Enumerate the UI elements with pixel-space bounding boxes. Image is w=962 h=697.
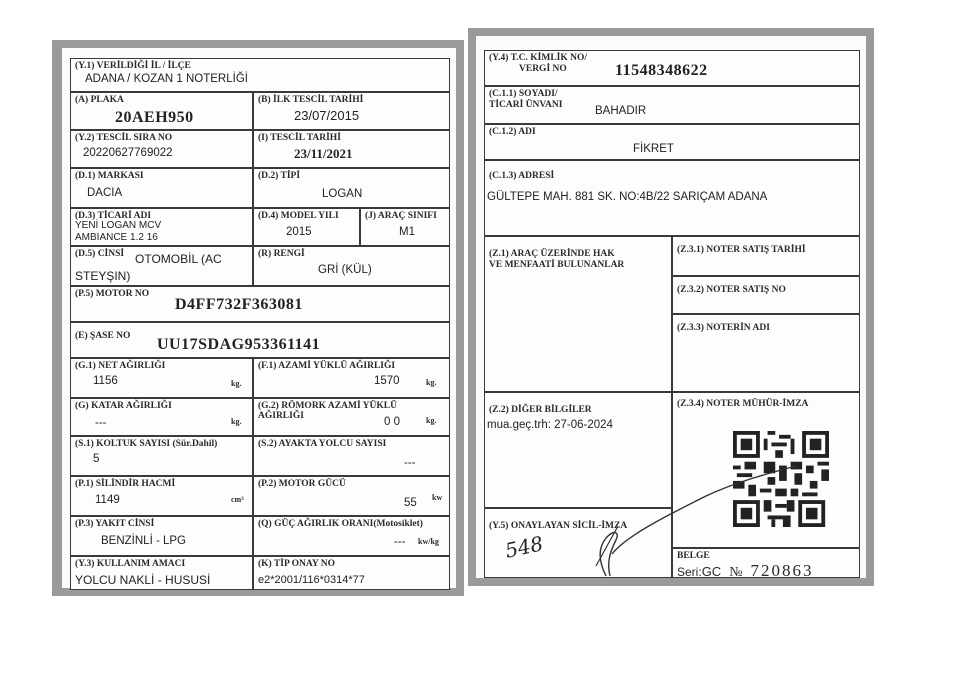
field-motor-no	[70, 286, 450, 322]
field-adi-label: (C.1.2) ADI	[489, 127, 536, 137]
field-ilk-tescil	[253, 92, 450, 130]
field-hak-menfaat	[484, 236, 672, 392]
field-noter-satis-no-label: (Z.3.2) NOTER SATIŞ NO	[677, 285, 786, 295]
field-plaka	[70, 92, 253, 130]
belge-number: 720863	[750, 561, 814, 578]
field-motor-no-label: (P.5) MOTOR NO	[75, 289, 150, 299]
field-katar-agirligi-unit: kg.	[231, 417, 242, 426]
field-model-yili-label: (D.4) MODEL YILI	[258, 211, 339, 221]
field-ayakta-yolcu-label: (S.2) AYAKTA YOLCU SAYISI	[258, 439, 387, 449]
field-katar-agirligi-value: ---	[95, 417, 107, 429]
field-romork-agirligi-value: 0 0	[384, 416, 400, 428]
field-sase-no-value: UU17SDAG953361141	[157, 336, 321, 353]
field-belge-label: BELGE	[677, 551, 710, 561]
field-diger-bilgiler-label: (Z.2) DİĞER BİLGİLER	[489, 405, 592, 415]
field-noterin-adi	[672, 314, 860, 392]
field-guc-agirlik-label: (Q) GÜÇ AĞIRLIK ORANI(Motosiklet)	[258, 519, 423, 529]
field-kimlik-no-value: 11548348622	[615, 62, 708, 79]
field-model-yili	[253, 208, 360, 246]
field-motor-gucu	[253, 476, 450, 516]
field-tescil-sira-label: (Y.2) TESCİL SIRA NO	[75, 133, 173, 143]
field-guc-agirlik-value: ---	[394, 536, 406, 548]
field-ticari-adi-value-1: YENİ LOGAN MCV	[75, 220, 162, 231]
field-adresi-value: GÜLTEPE MAH. 881 SK. NO:4B/22 SARIÇAM ADANA	[487, 191, 768, 203]
field-net-agirlik-value: 1156	[93, 375, 118, 387]
field-cinsi-value-1: OTOMOBİL (AC	[135, 252, 222, 266]
field-adresi-label: (C.1.3) ADRESİ	[489, 171, 555, 181]
field-hak-menfaat-label-2: VE MENFAATİ BULUNANLAR	[489, 260, 625, 270]
field-markasi-label: (D.1) MARKASI	[75, 171, 144, 181]
field-tipi-label: (D.2) TİPİ	[258, 171, 301, 181]
field-net-agirlik-unit: kg.	[231, 379, 242, 388]
field-noter-satis-tarihi	[672, 236, 860, 276]
field-ilk-tescil-label: (B) İLK TESCİL TARİHİ	[258, 95, 364, 105]
field-tescil-tarihi	[253, 130, 450, 168]
field-adresi	[484, 160, 860, 236]
field-model-yili-value: 2015	[286, 226, 312, 238]
field-rengi	[253, 246, 450, 286]
field-markasi-value: DACIA	[87, 187, 123, 199]
field-katar-agirligi-label: (G) KATAR AĞIRLIĞI	[75, 401, 172, 411]
field-motor-no-value: D4FF732F363081	[175, 296, 303, 313]
field-koltuk-sayisi	[70, 436, 253, 476]
field-tescil-tarihi-value: 23/11/2021	[294, 146, 353, 161]
field-net-agirlik-label: (G.1) NET AĞIRLIĞI	[75, 361, 166, 371]
field-diger-bilgiler-value: mua.geç.trh: 27-06-2024	[487, 419, 613, 431]
field-rengi-label: (R) RENGİ	[258, 249, 305, 259]
left-sheet	[62, 48, 456, 588]
field-noterin-adi-label: (Z.3.3) NOTERİN ADI	[677, 323, 770, 333]
field-y1	[70, 58, 450, 92]
field-azami-yuklu-label: (F.1) AZAMİ YÜKLÜ AĞIRLIĞI	[258, 361, 396, 371]
field-silindir-hacmi	[70, 476, 253, 516]
field-arac-sinifi	[360, 208, 450, 246]
field-silindir-hacmi-label: (P.1) SİLİNDİR HACMİ	[75, 479, 176, 489]
field-net-agirlik	[70, 358, 253, 398]
field-romork-agirligi-unit: kg.	[426, 416, 437, 425]
field-noter-muhur-label: (Z.3.4) NOTER MÜHÜR-İMZA	[677, 399, 809, 409]
right-page	[468, 28, 874, 586]
belge-seri-label: Seri:	[677, 565, 702, 578]
field-soyadi-label-2: TİCARİ ÜNVANI	[489, 100, 563, 110]
field-rengi-value: GRİ (KÜL)	[318, 264, 372, 276]
field-soyadi	[484, 86, 860, 124]
field-plaka-label: (A) PLAKA	[75, 95, 124, 105]
field-azami-yuklu-unit: kg.	[426, 378, 437, 387]
field-romork-agirligi-label-1: (G.2) RÖMORK AZAMİ YÜKLÜ	[258, 401, 397, 411]
belge-no-symbol: №	[729, 565, 743, 578]
field-koltuk-sayisi-label: (S.1) KOLTUK SAYISI (Sür.Dahil)	[75, 439, 218, 449]
field-romork-agirligi	[253, 398, 450, 436]
field-romork-agirligi-label-2: AĞIRLIĞI	[258, 411, 304, 421]
field-yakit-cinsi-value: BENZİNLİ - LPG	[101, 535, 186, 547]
field-cinsi-value-2: STEYŞIN)	[75, 269, 131, 283]
field-motor-gucu-value: 55	[404, 497, 417, 509]
field-guc-agirlik-unit: kw/kg	[418, 537, 439, 546]
field-tescil-sira-value: 20220627769022	[83, 147, 173, 159]
field-sase-no-label: (E) ŞASE NO	[75, 331, 131, 341]
field-ayakta-yolcu-value: ---	[404, 457, 416, 469]
field-sase-no	[70, 322, 450, 358]
field-ticari-adi	[70, 208, 253, 246]
field-ayakta-yolcu	[253, 436, 450, 476]
field-tipi-value: LOGAN	[322, 188, 363, 200]
field-kullanim-amaci-value: YOLCU NAKLİ - HUSUSİ	[75, 573, 211, 587]
field-y1-label: (Y.1) VERİLDİĞİ İL / İLÇE	[75, 61, 191, 71]
field-silindir-hacmi-unit: cm³	[231, 495, 244, 504]
right-sheet	[476, 36, 866, 578]
field-guc-agirlik	[253, 516, 450, 556]
field-motor-gucu-label: (P.2) MOTOR GÜCÜ	[258, 479, 346, 489]
field-soyadi-value: BAHADIR	[595, 105, 647, 117]
field-cinsi	[70, 246, 253, 286]
signature-icon	[556, 436, 806, 586]
left-page	[52, 40, 464, 596]
field-arac-sinifi-value: M1	[399, 226, 415, 238]
field-plaka-value: 20AEH950	[115, 109, 194, 126]
field-ticari-adi-label: (D.3) TİCARİ ADI	[75, 211, 152, 221]
field-markasi	[70, 168, 253, 208]
handwritten-number: 548	[502, 531, 546, 563]
field-kimlik-no-label-1: (Y.4) T.C. KİMLİK NO/	[489, 53, 588, 63]
field-arac-sinifi-label: (J) ARAÇ SINIFI	[365, 211, 437, 221]
field-ticari-adi-value-2: AMBIANCE 1.2 16	[75, 232, 158, 243]
field-adi	[484, 124, 860, 160]
field-tip-onay-value: e2*2001/116*0314*77	[258, 574, 365, 586]
field-kimlik-no	[484, 50, 860, 86]
field-kimlik-no-label-2: VERGİ NO	[519, 64, 567, 74]
field-noter-satis-no	[672, 276, 860, 314]
field-adi-value: FİKRET	[633, 143, 674, 155]
field-motor-gucu-unit: kw	[432, 493, 443, 502]
field-soyadi-label-1: (C.1.1) SOYADI/	[489, 89, 558, 99]
field-ilk-tescil-value: 23/07/2015	[294, 108, 360, 123]
field-y1-value: ADANA / KOZAN 1 NOTERLİĞİ	[85, 73, 248, 85]
field-cinsi-label: (D.5) CİNSİ	[75, 249, 125, 259]
field-tip-onay-label: (K) TİP ONAY NO	[258, 559, 335, 569]
field-katar-agirligi	[70, 398, 253, 436]
field-azami-yuklu	[253, 358, 450, 398]
field-tip-onay	[253, 556, 450, 590]
field-tipi	[253, 168, 450, 208]
field-azami-yuklu-value: 1570	[374, 375, 400, 387]
field-yakit-cinsi	[70, 516, 253, 556]
belge-seri-value: GC	[701, 564, 722, 578]
field-tescil-sira	[70, 130, 253, 168]
field-kullanim-amaci	[70, 556, 253, 590]
field-koltuk-sayisi-value: 5	[93, 453, 100, 465]
field-tescil-tarihi-label: (I) TESCİL TARİHİ	[258, 133, 341, 143]
field-silindir-hacmi-value: 1149	[95, 494, 120, 506]
field-yakit-cinsi-label: (P.3) YAKIT CİNSİ	[75, 519, 155, 529]
field-noter-satis-tarihi-label: (Z.3.1) NOTER SATIŞ TARİHİ	[677, 245, 806, 255]
field-onaylayan-label: (Y.5) ONAYLAYAN SİCİL-İMZA	[489, 521, 628, 531]
field-kullanim-amaci-label: (Y.3) KULLANIM AMACI	[75, 559, 186, 569]
field-hak-menfaat-label-1: (Z.1) ARAÇ ÜZERİNDE HAK	[489, 249, 615, 259]
